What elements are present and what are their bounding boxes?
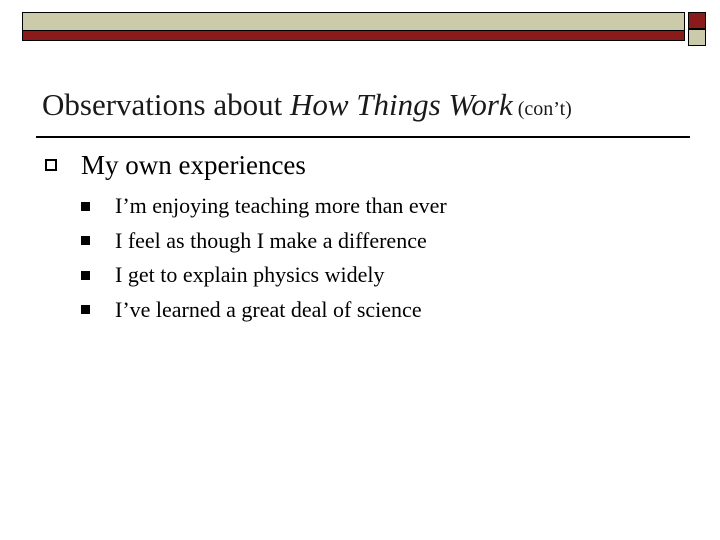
- title-suffix: (con’t): [512, 98, 572, 120]
- title-prefix: Observations about: [42, 87, 290, 122]
- bullet-text: My own experiences: [81, 149, 306, 180]
- sub-bullet-text: I’m enjoying teaching more than ever: [115, 193, 447, 219]
- sub-bullet-item: [81, 293, 447, 328]
- title-divider: [36, 136, 690, 138]
- corner-accent-top: [688, 12, 706, 29]
- bullet-item: [45, 149, 306, 181]
- header-band: [22, 12, 685, 31]
- filled-square-bullet-icon: [81, 305, 90, 314]
- slide-title: [42, 86, 702, 123]
- filled-square-bullet-icon: [81, 271, 90, 280]
- sub-bullet-text: I feel as though I make a difference: [115, 227, 427, 253]
- sub-bullet-item: [81, 258, 447, 293]
- filled-square-bullet-icon: [81, 236, 90, 245]
- sub-bullet-text: I’ve learned a great deal of science: [115, 296, 422, 322]
- hollow-square-bullet-icon: [45, 159, 57, 171]
- sub-bullet-list: [81, 189, 447, 327]
- sub-bullet-item: [81, 224, 447, 259]
- title-italic: How Things Work: [289, 87, 513, 122]
- corner-accent-bottom: [688, 29, 706, 46]
- sub-bullet-item: [81, 189, 447, 224]
- sub-bullet-text: I get to explain physics widely: [115, 262, 385, 288]
- header-accent-line: [22, 30, 685, 41]
- filled-square-bullet-icon: [81, 202, 90, 211]
